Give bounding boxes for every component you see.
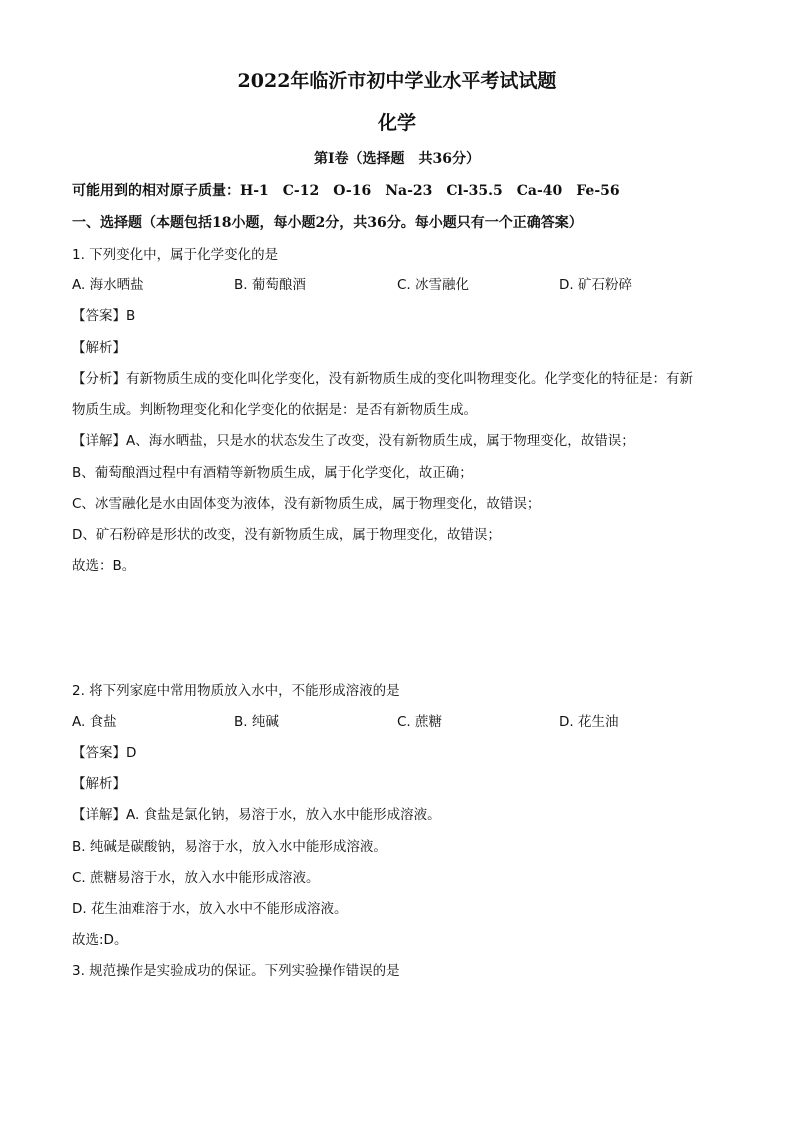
question-1-stem: 1. 下列变化中，属于化学变化的是 (72, 247, 279, 263)
exam-title: 2022年临沂市初中学业水平考试试题 (237, 70, 557, 92)
question-2-analysis-line: 【详解】A. 食盐是氯化钠，易溶于水，放入水中能形成溶液。 (72, 807, 441, 823)
question-2-option-a: A. 食盐 (72, 714, 117, 730)
question-2-option-b: B. 纯碱 (234, 714, 279, 730)
question-3-stem: 3. 规范操作是实验成功的保证。下列实验操作错误的是 (72, 963, 400, 979)
question-1-analysis-label: 【解析】 (72, 340, 126, 356)
question-1-analysis-line: 【分析】有新物质生成的变化叫化学变化，没有新物质生成的变化叫物理变化。化学变化的特征是：有新 (72, 371, 693, 387)
question-2-stem: 2. 将下列家庭中常用物质放入水中，不能形成溶液的是 (72, 683, 400, 699)
question-2-analysis-label: 【解析】 (72, 776, 126, 792)
question-1-option-d: D. 矿石粉碎 (559, 277, 632, 293)
question-1-analysis-line: 【详解】A、海水晒盐，只是水的状态发生了改变，没有新物质生成，属于物理变化，故错误； (72, 433, 635, 449)
question-1-analysis-line: 物质生成。判断物理变化和化学变化的依据是：是否有新物质生成。 (72, 402, 477, 418)
question-2-option-c: C. 蔗糖 (397, 714, 443, 730)
question-2-analysis-line: D. 花生油难溶于水，放入水中不能形成溶液。 (72, 901, 348, 917)
question-1-option-c: C. 冰雪融化 (397, 277, 470, 293)
question-1-analysis-line: B、葡萄酿酒过程中有酒精等新物质生成，属于化学变化，故正确； (72, 465, 473, 481)
question-2-conclusion: 故选:D。 (72, 932, 128, 948)
question-2-analysis-line: B. 纯碱是碳酸钠，易溶于水，放入水中能形成溶液。 (72, 839, 387, 855)
subject-title: 化学 (377, 112, 416, 134)
question-1-option-b: B. 葡萄酿酒 (234, 277, 306, 293)
question-2-answer: 【答案】D (72, 745, 137, 761)
question-1-option-a: A. 海水晒盐 (72, 277, 144, 293)
volume-heading: 第I卷（选择题 共36分） (313, 151, 481, 167)
atomic-masses: 可能用到的相对原子质量：H-1 C-12 O-16 Na-23 Cl-35.5 Ca-40 Fe-56 (72, 183, 620, 199)
section-heading: 一、选择题（本题包括18小题，每小题2分，共36分。每小题只有一个正确答案） (72, 215, 583, 231)
question-2-analysis-line: C. 蔗糖易溶于水，放入水中能形成溶液。 (72, 870, 320, 886)
question-2-option-d: D. 花生油 (559, 714, 619, 730)
question-1-conclusion: 故选：B。 (72, 558, 136, 574)
question-1-answer: 【答案】B (72, 308, 136, 324)
question-1-analysis-line: D、矿石粉碎是形状的改变，没有新物质生成，属于物理变化，故错误； (72, 527, 501, 543)
question-1-analysis-line: C、冰雪融化是水由固体变为液体，没有新物质生成，属于物理变化，故错误； (72, 496, 541, 512)
